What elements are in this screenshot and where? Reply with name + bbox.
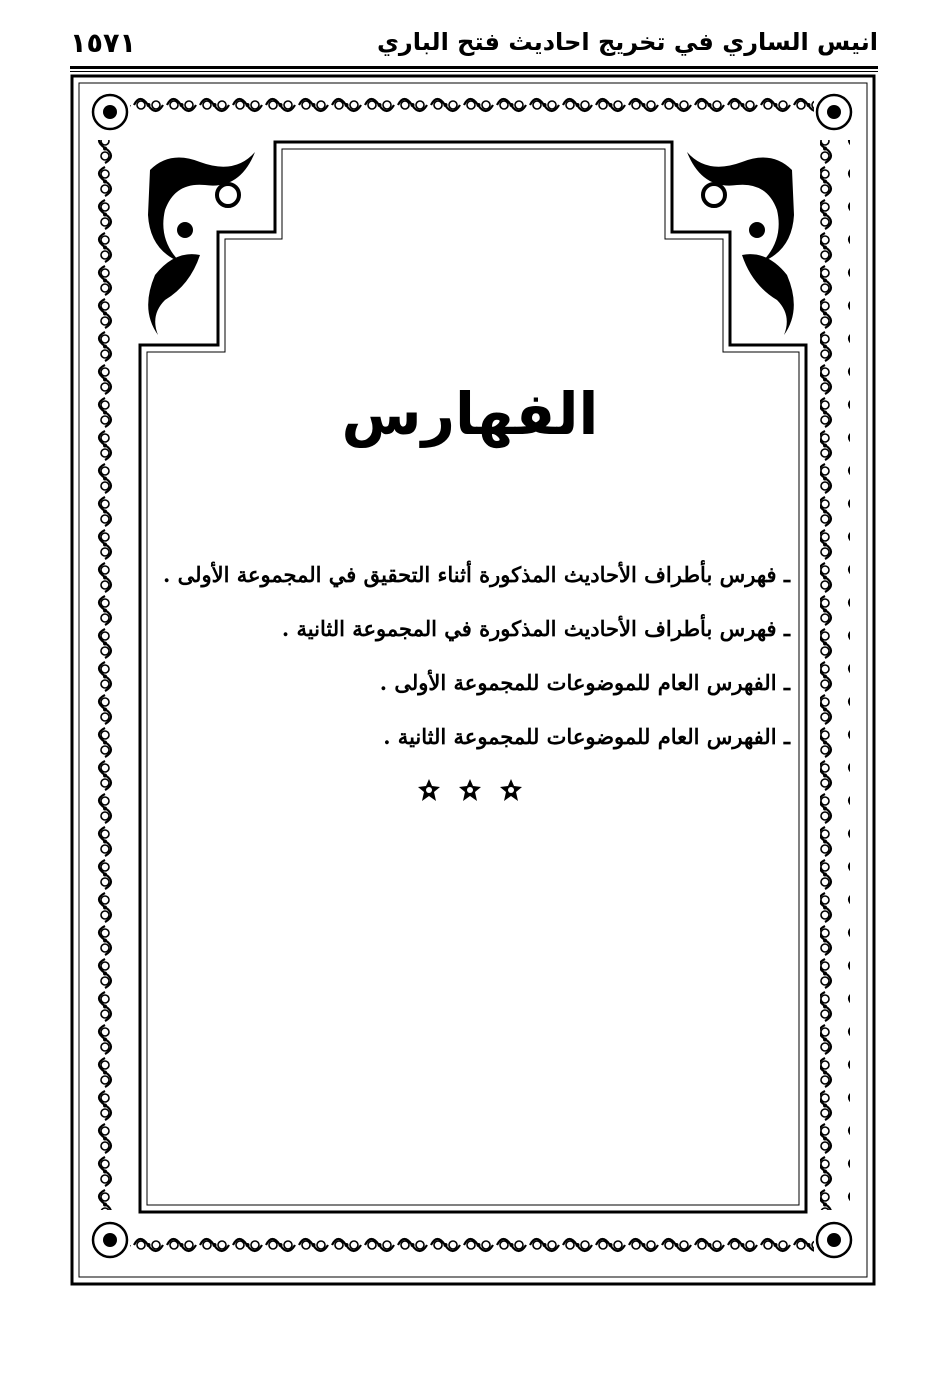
closing-ornaments: [150, 778, 790, 806]
index-content: [150, 380, 790, 806]
page-number: ١٥٧١: [70, 28, 136, 59]
index-entry: ـ الفهرس العام للموضوعات للمجموعة الثانية .: [383, 724, 790, 749]
index-entry: ـ فهرس بأطراف الأحاديث المذكورة في المجموعة الثانية .: [281, 616, 790, 641]
star-ornament-icon: [499, 778, 523, 806]
bottom-chain-border: [130, 1226, 814, 1256]
left-chain-border: [92, 140, 122, 1210]
right-chain-border: [820, 140, 850, 1210]
index-entry: ـ الفهرس العام للموضوعات للمجموعة الأولى .: [379, 670, 790, 695]
running-title: انيس الساري في تخريج احاديث فتح الباري: [376, 28, 878, 56]
star-ornament-icon: [417, 778, 441, 806]
page-title: الفهارس: [341, 380, 599, 448]
index-list: [150, 548, 790, 764]
top-chain-border: [130, 92, 814, 122]
floral-arabesque-icon: [148, 152, 794, 335]
index-entry: ـ فهرس بأطراف الأحاديث المذكورة أثناء التحقيق في المجموعة الأولى .: [162, 562, 790, 587]
star-ornament-icon: [458, 778, 482, 806]
